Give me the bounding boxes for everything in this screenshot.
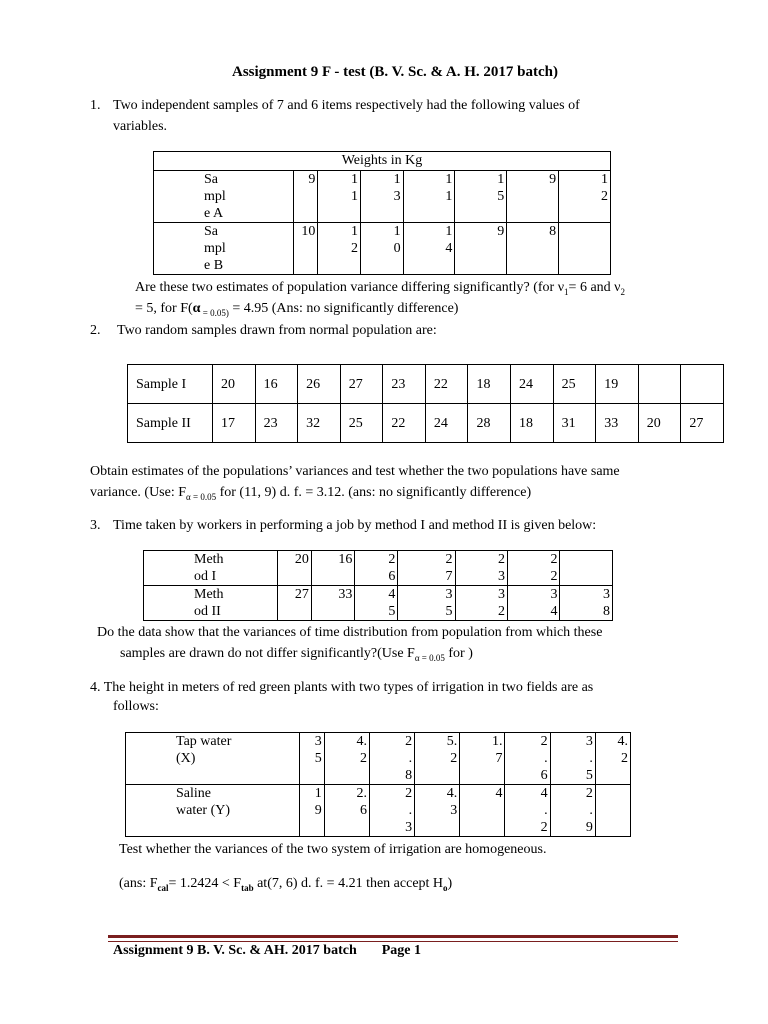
table-cell: 2 . 9 [550, 785, 595, 837]
table-cell [638, 365, 681, 404]
table-cell: 20 [213, 365, 256, 404]
table-row [154, 223, 611, 275]
question-4-text-cont: follows: [113, 699, 159, 714]
q3-methods-table [143, 550, 613, 621]
table-cell: 2. 6 [324, 785, 369, 837]
table-cell: 4 5 [355, 586, 398, 621]
table-cell: 9 [293, 171, 318, 223]
table-row [144, 586, 613, 621]
table-row [128, 404, 724, 443]
question-1-text: Two independent samples of 7 and 6 items respectively had the following values of [113, 98, 580, 113]
table-cell: 4. 2 [595, 733, 630, 785]
table-row [154, 171, 611, 223]
question-1-text-cont: variables. [113, 119, 168, 134]
table-cell: 33 [596, 404, 639, 443]
table-cell: 19 [596, 365, 639, 404]
table-cell: 2 3 [455, 551, 507, 586]
table-cell: 1 5 [455, 171, 507, 223]
table-cell [681, 365, 724, 404]
table-cell: 2 7 [398, 551, 455, 586]
footer-divider-thin [108, 941, 678, 942]
table-cell: 9 [455, 223, 507, 275]
table-cell: 27 [681, 404, 724, 443]
table-cell: 18 [511, 404, 554, 443]
q4-irrigation-table [125, 732, 631, 837]
table-cell: 4 . 2 [505, 785, 550, 837]
table-cell: 23 [383, 365, 426, 404]
footer-divider-thick [108, 935, 678, 938]
row-label: Tap water (X) [126, 733, 300, 785]
table-row [128, 365, 724, 404]
question-3-instruction-cont: samples are drawn do not differ significantly?(Use $F_{\alpha = 0.05}$ for ) [120, 646, 473, 663]
table-cell: 4. 2 [324, 733, 369, 785]
table-cell: 1 3 [360, 171, 403, 223]
table-cell: 3 5 [398, 586, 455, 621]
table-cell: 3 . 5 [550, 733, 595, 785]
table-cell: 16 [255, 365, 298, 404]
table-cell: 1 2 [559, 171, 611, 223]
table-header: Weights in Kg [154, 152, 611, 171]
page-number: Page 1 [381, 943, 422, 958]
table-cell: 1 4 [403, 223, 455, 275]
table-cell: 8 [507, 223, 559, 275]
table-cell [595, 785, 630, 837]
table-cell: 20 [638, 404, 681, 443]
table-cell: 23 [255, 404, 298, 443]
q2-samples-table [127, 364, 724, 443]
table-cell: 26 [298, 365, 341, 404]
table-cell: 16 [311, 551, 354, 586]
table-cell: 5. 2 [415, 733, 460, 785]
footer [113, 943, 421, 959]
table-cell: 9 [507, 171, 559, 223]
row-label: Meth od II [144, 586, 278, 621]
question-3-text: Time taken by workers in performing a job by method I and method II is given below: [113, 518, 597, 533]
table-cell: 25 [553, 365, 596, 404]
table-cell: 1 9 [299, 785, 324, 837]
page-title: Assignment 9 F - test (B. V. Sc. & A. H. 2017 batch) [232, 64, 558, 80]
table-cell: 2 . 6 [505, 733, 550, 785]
question-3-instruction: Do the data show that the variances of time distribution from population from which these [97, 625, 603, 640]
row-label: Meth od I [144, 551, 278, 586]
table-cell: 1. 7 [460, 733, 505, 785]
table-cell: 24 [511, 365, 554, 404]
table-cell: 27 [340, 365, 383, 404]
footer-course: Assignment 9 B. V. Sc. & AH. 2017 batch [113, 943, 357, 958]
question-4-answer: (ans: $F_{cal}= 1.2424 < F_{tab}$ at(7, 6) d. f. = 4.21 then accept $H_o$) [119, 876, 453, 893]
table-cell: 2 . 3 [369, 785, 414, 837]
question-1-note: Are these two estimates of population variance differing significantly? (for $\nu_1= 6$ and $\nu_2$ [135, 280, 625, 297]
table-row [126, 733, 631, 785]
table-cell: 31 [553, 404, 596, 443]
question-1-answer: = 5, for F(α $_{= 0.05)}$ = 4.95 (Ans: no significantly difference) [135, 301, 459, 318]
table-cell [559, 223, 611, 275]
table-cell: 22 [425, 365, 468, 404]
table-cell: 3 8 [560, 586, 613, 621]
table-cell: 3 2 [455, 586, 507, 621]
table-cell: 2 . 8 [369, 733, 414, 785]
table-cell: 2 2 [508, 551, 560, 586]
table-cell: 1 1 [318, 171, 361, 223]
table-cell: 32 [298, 404, 341, 443]
question-4-text: 4. The height in meters of red green plants with two types of irrigation in two fields are as [90, 680, 594, 695]
table-cell: 4. 3 [415, 785, 460, 837]
table-cell: 27 [277, 586, 311, 621]
question-2-number: 2. [90, 323, 101, 338]
table-row [126, 785, 631, 837]
table-cell: 10 [293, 223, 318, 275]
table-cell [560, 551, 613, 586]
row-label: Sample II [128, 404, 213, 443]
question-3-number: 3. [90, 518, 101, 533]
question-2-instruction: Obtain estimates of the populations’ variances and test whether the two populations have same [90, 464, 620, 479]
table-cell: 33 [311, 586, 354, 621]
table-cell: 3 5 [299, 733, 324, 785]
table-cell: 24 [425, 404, 468, 443]
table-cell: 22 [383, 404, 426, 443]
row-label: Sa mpl e A [154, 171, 294, 223]
table-cell: 28 [468, 404, 511, 443]
table-cell: 2 6 [355, 551, 398, 586]
question-4-instruction: Test whether the variances of the two system of irrigation are homogeneous. [119, 842, 547, 857]
table-cell: 1 1 [403, 171, 455, 223]
row-label: Sa mpl e B [154, 223, 294, 275]
row-label: Saline water (Y) [126, 785, 300, 837]
table-cell: 20 [277, 551, 311, 586]
table-cell: 25 [340, 404, 383, 443]
table-cell: 17 [213, 404, 256, 443]
table-cell: 1 0 [360, 223, 403, 275]
table-cell: 1 2 [318, 223, 361, 275]
question-1-number: 1. [90, 98, 101, 113]
table-cell: 18 [468, 365, 511, 404]
question-2-answer: variance. (Use: $F_{\alpha = 0.05}$ for (11, 9) d. f. = 3.12. (ans: no significantly difference) [90, 485, 532, 502]
question-2-text: Two random samples drawn from normal population are: [117, 323, 437, 338]
row-label: Sample I [128, 365, 213, 404]
q1-weights-table [153, 151, 611, 275]
table-row [144, 551, 613, 586]
table-cell: 3 4 [508, 586, 560, 621]
table-cell: 4 [460, 785, 505, 837]
